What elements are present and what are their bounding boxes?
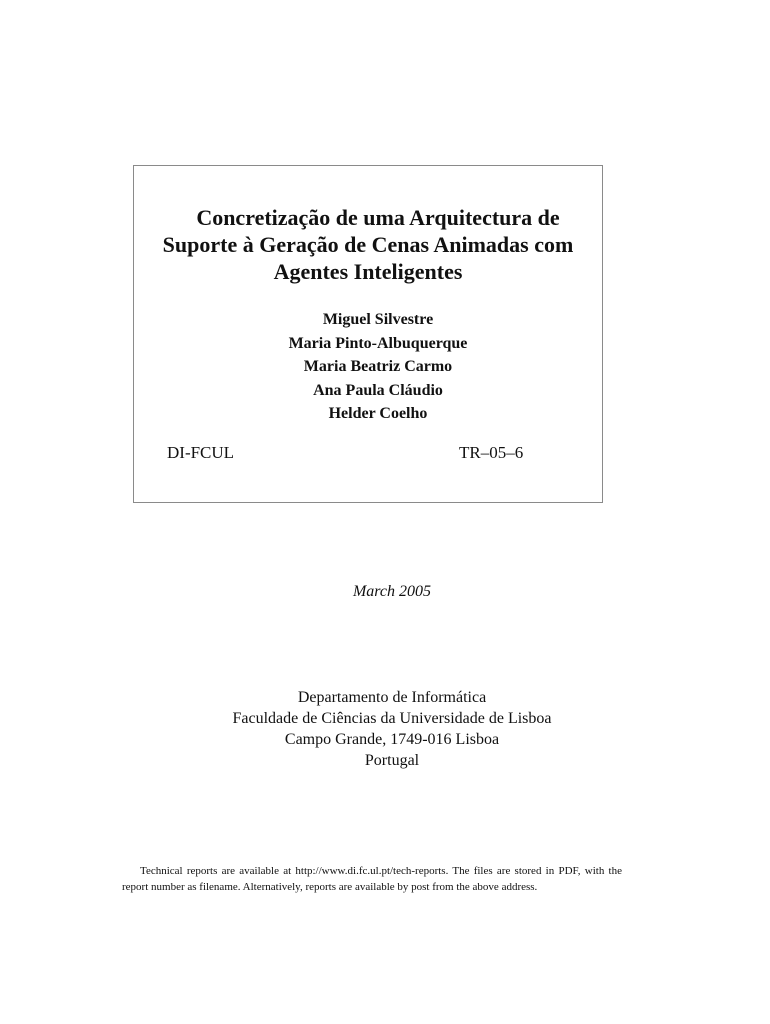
address-line: Campo Grande, 1749-016 Lisboa [284,731,500,748]
title-box [133,165,603,503]
author-name: Helder Coelho [328,405,428,422]
report-title [148,204,588,285]
availability-note: Technical reports are available at http://www.di.fc.ul.pt/tech-reports. The files are stored in PDF, with the report number as filename. Alternatively, reports are available by post from the above address. [122,865,622,893]
address-line: Departamento de Informática [297,689,487,706]
author-name: Maria Beatriz Carmo [303,358,453,375]
institution-label: DI-FCUL [167,443,235,462]
author-name: Maria Pinto-Albuquerque [288,334,468,352]
address-line: Portugal [364,752,420,769]
title-line: Concretização de uma Arquitectura de [196,205,560,230]
publication-date: March 2005 [352,583,432,600]
report-number: TR–05–6 [459,443,524,462]
department-address [0,687,770,771]
title-line: Suporte à Geração de Cenas Animadas com [162,232,574,257]
author-list [134,308,604,426]
address-line: Faculdade de Ciências da Universidade de Lisboa [232,710,552,727]
author-name: Miguel Silvestre [322,311,434,328]
author-name: Ana Paula Cláudio [313,381,443,399]
title-line: Agentes Inteligentes [273,259,463,284]
